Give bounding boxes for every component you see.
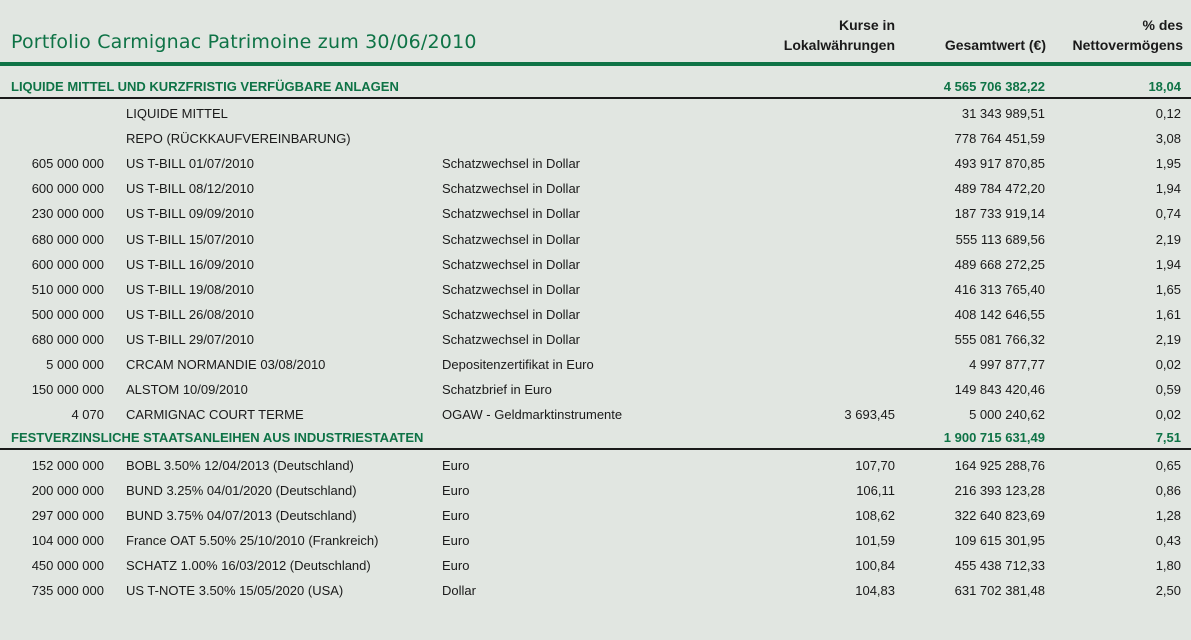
cell-instrument-name: US T-BILL 26/08/2010 [126,307,254,322]
table-row [0,329,1191,354]
cell-instrument-type: Euro [442,558,470,573]
cell-pct-net-assets: 1,95 [1155,156,1181,171]
section-header-row [0,427,1191,450]
table-row [0,203,1191,228]
table-row [0,555,1191,580]
section-total-value: 1 900 715 631,49 [943,430,1045,445]
cell-pct-net-assets: 0,74 [1155,206,1181,221]
cell-pct-net-assets: 1,94 [1155,181,1181,196]
cell-local-price: 106,11 [856,483,895,498]
cell-quantity: 605 000 000 [31,156,104,171]
cell-total-value: 4 997 877,77 [969,357,1045,372]
cell-instrument-type: Schatzwechsel in Dollar [442,206,581,221]
cell-total-value: 322 640 823,69 [954,508,1045,523]
cell-local-price: 107,70 [855,458,895,473]
table-row [0,153,1191,178]
section-label: LIQUIDE MITTEL UND KURZFRISTIG VERFÜGBARE ANLAGEN [11,79,399,94]
cell-instrument-name: CRCAM NORMANDIE 03/08/2010 [126,357,326,372]
cell-quantity: 600 000 000 [31,181,104,196]
cell-pct-net-assets: 0,02 [1155,357,1181,372]
cell-total-value: 187 733 919,14 [954,206,1045,221]
cell-instrument-name: ALSTOM 10/09/2010 [126,382,248,397]
cell-quantity: 600 000 000 [31,257,104,272]
cell-instrument-type: Schatzwechsel in Dollar [442,156,581,171]
cell-quantity: 510 000 000 [31,282,104,297]
cell-pct-net-assets: 2,19 [1155,232,1181,247]
cell-instrument-name: REPO (RÜCKKAUFVEREINBARUNG) [126,131,351,146]
section-total-value: 4 565 706 382,22 [943,79,1045,94]
cell-pct-net-assets: 1,28 [1155,508,1181,523]
header-divider [0,62,1191,66]
cell-instrument-name: US T-BILL 08/12/2010 [126,181,254,196]
cell-total-value: 109 615 301,95 [954,533,1045,548]
cell-instrument-type: Schatzwechsel in Dollar [442,282,581,297]
cell-quantity: 450 000 000 [31,558,104,573]
cell-total-value: 555 081 766,32 [954,332,1045,347]
cell-total-value: 216 393 123,28 [954,483,1045,498]
cell-total-value: 31 343 989,51 [961,106,1045,121]
table-row [0,354,1191,379]
column-header-kurse: Kurse in Lokalwährungen [783,17,895,53]
column-header-gesamtwert: Gesamtwert (€) [944,37,1046,53]
table-row [0,128,1191,153]
cell-quantity: 230 000 000 [31,206,104,221]
cell-quantity: 104 000 000 [31,533,104,548]
cell-instrument-name: US T-NOTE 3.50% 15/05/2020 (USA) [126,583,344,598]
cell-instrument-name: US T-BILL 29/07/2010 [126,332,254,347]
cell-instrument-name: US T-BILL 15/07/2010 [126,232,254,247]
column-header-pct-nettovermoegen: % des Nettovermögens [1072,17,1183,53]
table-row [0,505,1191,530]
cell-instrument-type: Euro [442,508,470,523]
cell-quantity: 200 000 000 [31,483,104,498]
cell-quantity: 680 000 000 [31,232,104,247]
cell-pct-net-assets: 0,59 [1155,382,1181,397]
cell-quantity: 680 000 000 [31,332,104,347]
cell-instrument-name: LIQUIDE MITTEL [126,106,228,121]
cell-pct-net-assets: 2,19 [1155,332,1181,347]
cell-total-value: 5 000 240,62 [969,407,1045,422]
cell-quantity: 5 000 000 [46,357,104,372]
table-row [0,480,1191,505]
table-row [0,229,1191,254]
cell-pct-net-assets: 0,86 [1155,483,1181,498]
cell-instrument-type: Schatzwechsel in Dollar [442,257,581,272]
cell-instrument-name: BUND 3.25% 04/01/2020 (Deutschland) [126,483,357,498]
cell-quantity: 152 000 000 [31,458,104,473]
cell-quantity: 500 000 000 [31,307,104,322]
cell-total-value: 489 784 472,20 [954,181,1045,196]
cell-total-value: 416 313 765,40 [954,282,1045,297]
cell-instrument-name: US T-BILL 09/09/2010 [126,206,254,221]
cell-local-price: 104,83 [855,583,895,598]
cell-pct-net-assets: 1,65 [1155,282,1181,297]
table-row [0,178,1191,203]
cell-instrument-name: CARMIGNAC COURT TERME [126,407,304,422]
cell-instrument-type: Euro [442,458,470,473]
cell-instrument-type: Depositenzertifikat in Euro [442,357,594,372]
cell-total-value: 493 917 870,85 [954,156,1045,171]
cell-pct-net-assets: 2,50 [1155,583,1181,598]
table-row [0,103,1191,128]
cell-quantity: 150 000 000 [31,382,104,397]
cell-total-value: 778 764 451,59 [954,131,1045,146]
cell-instrument-name: SCHATZ 1.00% 16/03/2012 (Deutschland) [126,558,371,573]
page-title: Portfolio Carmignac Patrimoine zum 30/06/2010 [11,31,477,53]
cell-pct-net-assets: 0,43 [1155,533,1181,548]
cell-instrument-type: Schatzwechsel in Dollar [442,181,581,196]
table-row [0,379,1191,404]
cell-instrument-type: Schatzwechsel in Dollar [442,332,581,347]
cell-instrument-type: Schatzbrief in Euro [442,382,552,397]
cell-instrument-type: Schatzwechsel in Dollar [442,232,581,247]
cell-instrument-name: BOBL 3.50% 12/04/2013 (Deutschland) [126,458,354,473]
section-label: FESTVERZINSLICHE STAATSANLEIHEN AUS INDUSTRIESTAATEN [11,430,424,445]
cell-quantity: 4 070 [71,407,104,422]
cell-local-price: 100,84 [855,558,895,573]
cell-local-price: 3 693,45 [844,407,895,422]
table-row [0,404,1191,429]
section-header-row [0,76,1191,99]
section-total-pct: 7,51 [1155,430,1181,445]
cell-total-value: 164 925 288,76 [954,458,1045,473]
cell-instrument-name: US T-BILL 19/08/2010 [126,282,254,297]
table-row [0,580,1191,605]
cell-instrument-name: France OAT 5.50% 25/10/2010 (Frankreich) [126,533,379,548]
cell-instrument-type: Dollar [442,583,476,598]
cell-local-price: 101,59 [855,533,895,548]
table-row [0,279,1191,304]
cell-instrument-type: Euro [442,483,470,498]
cell-quantity: 297 000 000 [31,508,104,523]
cell-pct-net-assets: 0,65 [1155,458,1181,473]
cell-pct-net-assets: 1,80 [1155,558,1181,573]
cell-quantity: 735 000 000 [31,583,104,598]
table-row [0,254,1191,279]
table-header [0,0,1191,64]
cell-total-value: 408 142 646,55 [954,307,1045,322]
table-row [0,530,1191,555]
cell-pct-net-assets: 3,08 [1155,131,1181,146]
cell-total-value: 555 113 689,56 [955,232,1045,247]
cell-instrument-name: US T-BILL 16/09/2010 [126,257,254,272]
cell-total-value: 149 843 420,46 [954,382,1045,397]
cell-instrument-name: BUND 3.75% 04/07/2013 (Deutschland) [126,508,357,523]
table-row [0,455,1191,480]
cell-instrument-type: OGAW - Geldmarktinstrumente [442,407,623,422]
table-row [0,304,1191,329]
cell-pct-net-assets: 1,61 [1155,307,1181,322]
cell-total-value: 489 668 272,25 [954,257,1045,272]
section-total-pct: 18,04 [1148,79,1181,94]
cell-total-value: 455 438 712,33 [954,558,1045,573]
cell-pct-net-assets: 0,12 [1155,106,1181,121]
cell-instrument-type: Schatzwechsel in Dollar [442,307,581,322]
cell-pct-net-assets: 0,02 [1155,407,1181,422]
cell-local-price: 108,62 [855,508,895,523]
cell-instrument-name: US T-BILL 01/07/2010 [126,156,254,171]
cell-instrument-type: Euro [442,533,470,548]
cell-total-value: 631 702 381,48 [954,583,1045,598]
cell-pct-net-assets: 1,94 [1155,257,1181,272]
